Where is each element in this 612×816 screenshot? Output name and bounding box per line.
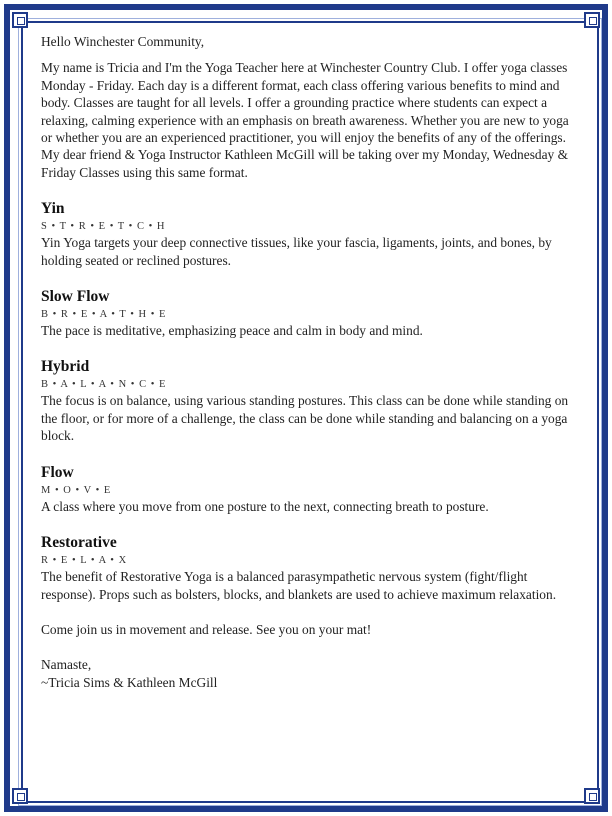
class-keyword: S • T • R • E • T • C • H [41,221,166,233]
class-restorative [41,533,571,603]
class-description: The pace is meditative, emphasizing peace and calm in body and mind. [41,323,423,339]
class-title: Restorative [41,534,117,552]
closing-line: Come join us in movement and release. See you on your mat! [41,621,372,637]
class-title: Flow [41,463,74,481]
signature: ~Tricia Sims & Kathleen McGill [41,674,218,690]
corner-ornament [12,12,28,28]
class-hybrid [41,357,571,444]
class-description: A class where you move from one posture to the next, connecting breath to posture. [41,498,489,514]
letter-body [41,33,571,691]
class-title: Hybrid [41,358,90,376]
class-slow-flow [41,287,571,339]
class-description: The benefit of Restorative Yoga is a balanced parasympathetic nervous system (fight/flight response). Props such as bolsters, blocks, and blankets are used to achieve maximum relaxation. [41,569,557,602]
corner-ornament [12,788,28,804]
signoff: Namaste, [41,657,92,673]
class-keyword: M • O • V • E [41,484,112,496]
class-keyword: R • E • L • A • X [41,555,128,567]
class-flow [41,463,571,515]
class-keyword: B • A • L • A • N • C • E [41,379,167,391]
corner-ornament [584,788,600,804]
intro-paragraph: My name is Tricia and I'm the Yoga Teacher here at Winchester Country Club. I offer yoga classes Monday - Friday. Each day is a different format, each class offering various benefits to mind and body. Classes are taught for all levels. I offer a grounding practice where students can expect a relaxing, calming experience with an emphasis on breath awareness. Whether you are new to yoga or whether you are an experienced practitioner, you will enjoy the benefits of any of the offerings. My dear friend & Yoga Instructor Kathleen McGill will be taking over my Monday, Wednesday & Friday Classes using this same format. [41,60,569,180]
greeting: Hello Winchester Community, [41,34,205,49]
class-description: Yin Yoga targets your deep connective tissues, like your fascia, ligaments, joints, and bones, by holding seated or reclined postures. [41,235,552,268]
corner-ornament [584,12,600,28]
class-title: Yin [41,200,65,218]
class-title: Slow Flow [41,288,110,306]
class-keyword: B • R • E • A • T • H • E [41,309,167,321]
class-description: The focus is on balance, using various standing postures. This class can be done while standing on the floor, or for more of a challenge, the class can be done while standing and balancing on a yoga block. [41,393,569,444]
class-yin [41,199,571,269]
